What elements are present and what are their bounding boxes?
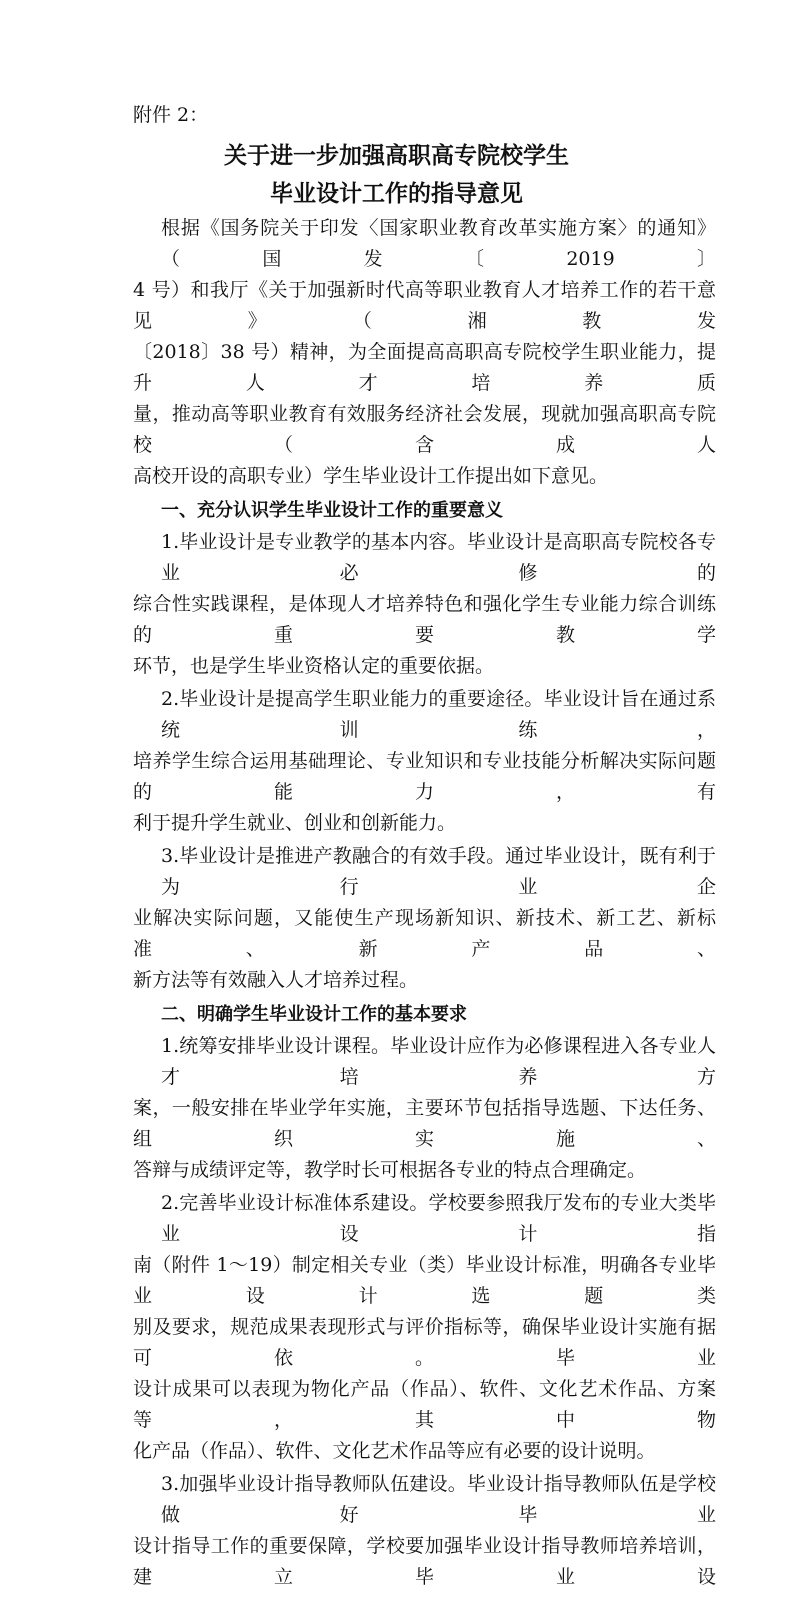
paragraph-line: 案，一般安排在毕业学年实施，主要环节包括指导选题、下达任务、组织实施、 bbox=[133, 1097, 716, 1150]
attachment-label: 附件 2： bbox=[133, 104, 209, 126]
paragraph-line: 业解决实际问题，又能使生产现场新知识、新技术、新工艺、新标准、新产品、 bbox=[133, 907, 716, 960]
paragraph bbox=[133, 841, 716, 996]
paragraph bbox=[133, 684, 716, 839]
paragraph-line: 新方法等有效融入人才培养过程。 bbox=[133, 969, 419, 991]
paragraph-line: 2.毕业设计是提高学生职业能力的重要途径。毕业设计旨在通过系统训练， bbox=[161, 688, 716, 741]
paragraph-line: 1.统筹安排毕业设计课程。毕业设计应作为必修课程进入各专业人才培养方 bbox=[161, 1035, 716, 1088]
paragraph bbox=[133, 1188, 716, 1467]
intro-paragraph-line: 4 号）和我厅《关于加强新时代高等职业教育人才培养工作的若干意见》（湘教发 bbox=[133, 279, 716, 332]
paragraph-line: 环节，也是学生毕业资格认定的重要依据。 bbox=[133, 655, 495, 677]
intro-paragraph-line: 量，推动高等职业教育有效服务经济社会发展，现就加强高职高专院校（含成人 bbox=[133, 403, 716, 456]
paragraph bbox=[133, 527, 716, 682]
paragraph bbox=[133, 1031, 716, 1186]
intro-paragraph-line: 〔2018〕38 号）精神，为全面提高高职高专院校学生职业能力，提升人才培养质 bbox=[133, 341, 716, 394]
paragraph-line: 设计成果可以表现为物化产品（作品）、软件、文化艺术作品、方案等，其中物 bbox=[133, 1378, 716, 1431]
paragraph-line: 别及要求，规范成果表现形式与评价指标等，确保毕业设计实施有据可依。毕业 bbox=[133, 1316, 716, 1369]
page-title: 关于进一步加强高职高专院校学生 bbox=[224, 143, 569, 169]
section-heading: 二、明确学生毕业设计工作的基本要求 bbox=[161, 1004, 467, 1025]
paragraph-line: 培养学生综合运用基础理论、专业知识和专业技能分析解决实际问题的能力，有 bbox=[133, 750, 716, 803]
page-title: 毕业设计工作的指导意见 bbox=[270, 181, 523, 207]
paragraph bbox=[133, 1469, 716, 1593]
section-heading: 一、充分认识学生毕业设计工作的重要意义 bbox=[161, 500, 503, 521]
paragraph-line: 答辩与成绩评定等，教学时长可根据各专业的特点合理确定。 bbox=[133, 1159, 647, 1181]
paragraph-line: 综合性实践课程，是体现人才培养特色和强化学生专业能力综合训练的重要教学 bbox=[133, 593, 716, 646]
paragraph-line: 利于提升学生就业、创业和创新能力。 bbox=[133, 812, 457, 834]
paragraph-line: 2.完善毕业设计标准体系建设。学校要参照我厅发布的专业大类毕业设计指 bbox=[161, 1192, 716, 1245]
paragraph-line: 化产品（作品）、软件、文化艺术作品等应有必要的设计说明。 bbox=[133, 1440, 656, 1462]
paragraph-line: 3.毕业设计是推进产教融合的有效手段。通过毕业设计，既有利于为行业企 bbox=[161, 845, 716, 898]
paragraph-line: 3.加强毕业设计指导教师队伍建设。毕业设计指导教师队伍是学校做好毕业 bbox=[161, 1473, 716, 1526]
paragraph bbox=[133, 213, 716, 492]
intro-paragraph-line: 高校开设的高职专业）学生毕业设计工作提出如下意见。 bbox=[133, 465, 609, 487]
paragraph-line: 1.毕业设计是专业教学的基本内容。毕业设计是高职高专院校各专业必修的 bbox=[161, 531, 716, 584]
intro-paragraph-line: 根据《国务院关于印发〈国家职业教育改革实施方案〉的通知》（国发〔2019〕 bbox=[161, 217, 716, 270]
paragraph-line: 南（附件 1～19）制定相关专业（类）毕业设计标准，明确各专业毕业设计选题类 bbox=[133, 1254, 716, 1307]
paragraph-line: 设计指导工作的重要保障，学校要加强毕业设计指导教师培养培训，建立毕业设 bbox=[133, 1535, 716, 1588]
